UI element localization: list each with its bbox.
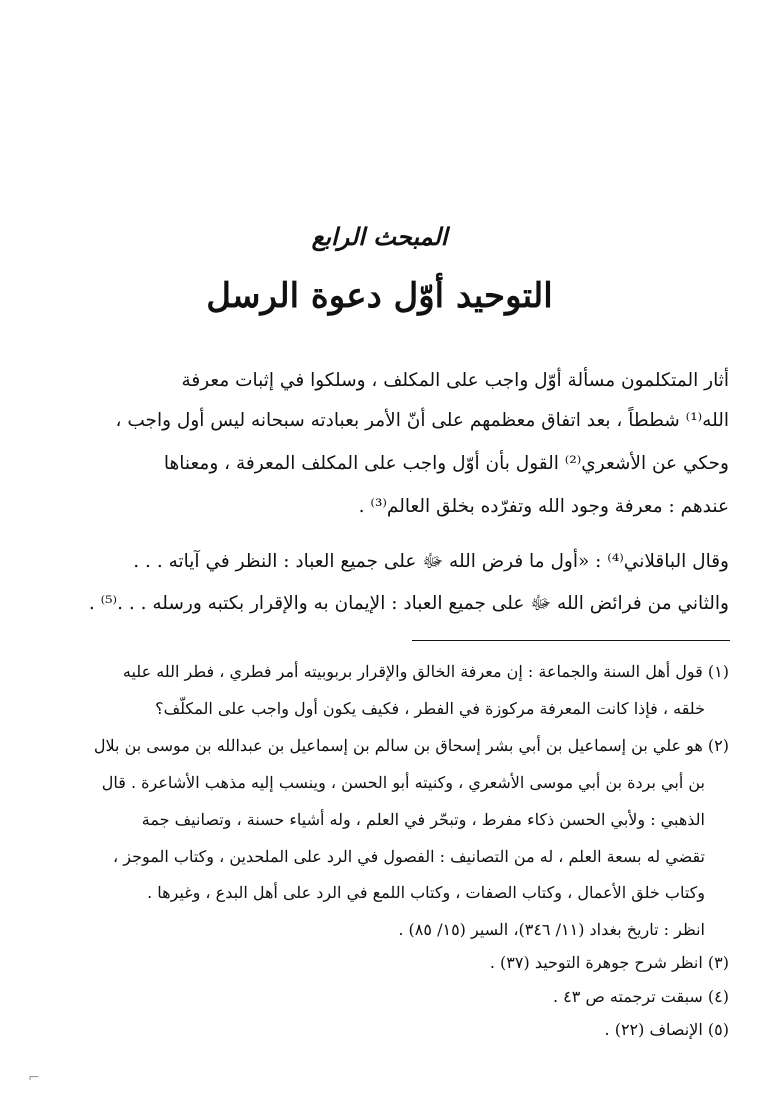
footnote-2-cont: تقضي له بسعة العلم ، له من التصانيف : الفصول في الرد على الملحدين ، وكتاب الموجز ،	[112, 847, 705, 866]
footnote-2-cont: انظر : تاريخ بغداد (١١/ ٣٤٦)، السير (١٥/ ٨٥) .	[398, 920, 705, 939]
body-line: وقال الباقلاني⁽⁴⁾ : «أول ما فرض الله ﷻ على جميع العباد : النظر في آياته . . .	[133, 551, 729, 572]
footnote-5: (٥) الإنصاف (٢٢) .	[604, 1020, 729, 1039]
footnote-3: (٣) انظر شرح جوهرة التوحيد (٣٧) .	[489, 953, 729, 972]
body-line: الله⁽¹⁾ شططاً ، بعد اتفاق معظمهم على أنّ الأمر بعبادته سبحانه ليس أول واجب ،	[115, 410, 729, 431]
section-label: المبحث الرابع	[311, 222, 448, 251]
body-line: أثار المتكلمون مسألة أوّل واجب على المكلف ، وسلكوا في إثبات معرفة	[181, 370, 729, 391]
footnote-2-cont: وكتاب خلق الأعمال ، وكتاب الصفات ، وكتاب اللمع في الرد على أهل البدع ، وغيرها .	[147, 883, 705, 902]
body-line: عندهم : معرفة وجود الله وتفرّده بخلق العالم⁽³⁾ .	[358, 496, 729, 517]
page-title: التوحيد أوّل دعوة الرسل	[206, 276, 553, 316]
footnote-2-cont: بن أبي بردة بن أبي موسى الأشعري ، وكنيته أبو الحسن ، وينسب إليه مذهب الأشاعرة . قال	[101, 773, 705, 792]
body-line: والثاني من فرائض الله ﷻ على جميع العباد : الإيمان به والإقرار بكتبه ورسله . . .⁽⁵⁾ .	[88, 593, 729, 614]
footnote-2-cont: الذهبي : ولأبي الحسن ذكاء مفرط ، وتبحّر في العلم ، وله أشياء حسنة ، وتصانيف جمة	[141, 810, 705, 829]
body-line: وحكي عن الأشعري⁽²⁾ القول بأن أوّل واجب على المكلف المعرفة ، ومعناها	[163, 453, 729, 474]
scan-corner-mark: ⌐	[28, 1070, 40, 1086]
footnote-1-cont: خلقه ، فإذا كانت المعرفة مركوزة في الفطر ، فكيف يكون أول واجب على المكلّف؟	[155, 699, 705, 718]
footnote-1: (١) قول أهل السنة والجماعة : إن معرفة الخالق والإقرار بربوبيته أمر فطري ، فطر الله عليه	[122, 662, 729, 681]
footnote-4: (٤) سبقت ترجمته ص ٤٣ .	[553, 987, 729, 1006]
footnote-2: (٢) هو علي بن إسماعيل بن أبي بشر إسحاق بن سالم بن إسماعيل بن عبدالله بن موسى بن بلال	[93, 736, 729, 755]
footnote-divider	[412, 640, 730, 641]
